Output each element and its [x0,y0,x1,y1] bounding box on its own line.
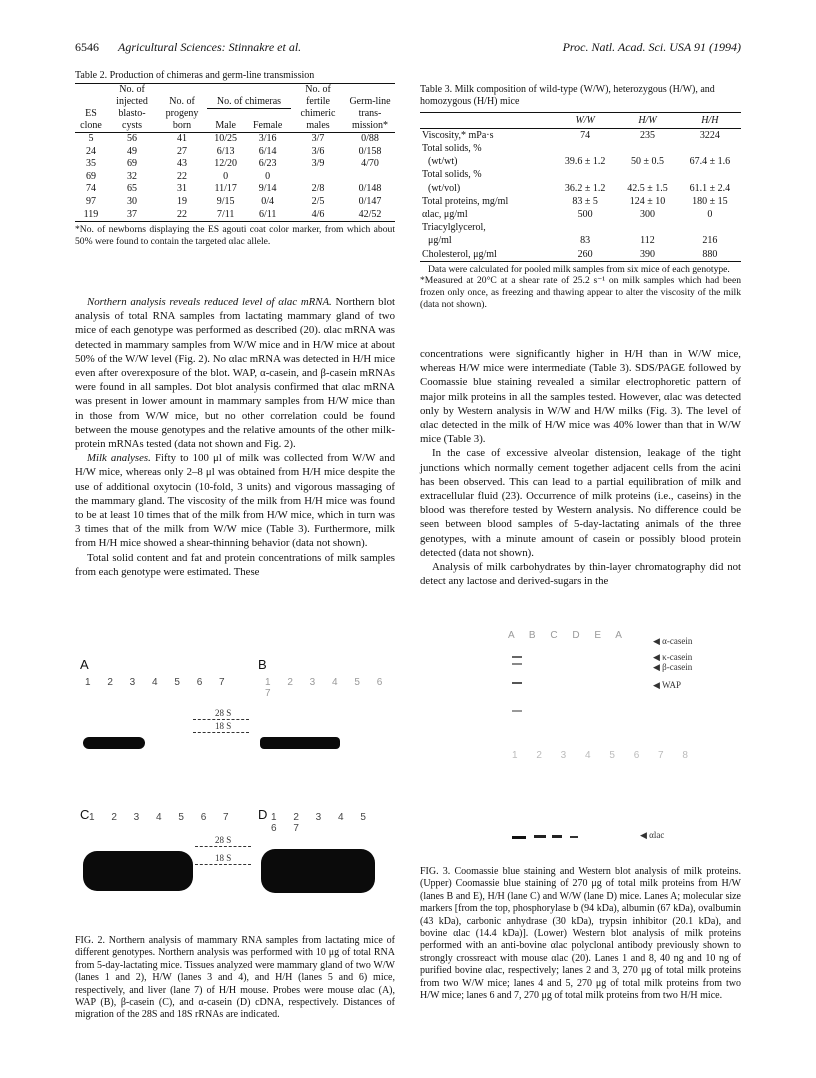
northern-heading: Northern analysis reveals reduced level of αlac mRNA. [87,296,332,308]
marker-28s-top: 28 S [215,708,232,718]
table-2-footnote: *No. of newborns displaying the ES agouti coat color marker, from which about 50% were found to contain the targeted αlac allele. [75,224,395,247]
panel-c-lanes: 1 2 3 4 5 6 7 [89,812,236,823]
table-row: μg/ml 83 112 216 [428,235,718,247]
wap-text: WAP [662,680,682,690]
table-row: Triacylglycerol, [422,222,486,234]
col-chimeras: No. of chimeras [207,84,291,108]
right-column-text [420,347,741,588]
label-alac: ◀ αlac [640,830,665,840]
band [260,737,340,749]
table-row: 74 65 31 11/17 9/14 2/8 0/148 [86,183,382,195]
table-row: Total proteins, mg/ml 83 ± 5 124 ± 10 180 ± 15 [422,195,728,207]
table-row: Cholesterol, μg/ml 260 390 880 [422,248,718,260]
table-3-footnote: *Measured at 20°C at a shear rate of 25.2 s⁻¹ on milk samples which had been frozen only once, as freezing and thawing appear to alter the viscosity of the milk (data not shown). [420,275,741,310]
band [512,663,522,665]
col-female: Female [252,120,283,131]
panel-a-label: A [80,657,89,672]
col-germline: Germ-line trans-mission* [349,96,391,131]
col-es-clone: ES clone [80,108,102,131]
marker-28s-bottom: 28 S [215,835,232,845]
col-injected: No. of injected blasto-cysts [116,84,148,131]
marker-18s-bottom: 18 S [215,853,232,863]
panel-b-lanes: 1 2 3 4 5 6 7 [265,677,390,699]
table-row: Viscosity,* mPa·s 74 235 3224 [422,129,720,141]
table-row: 35 69 43 12/20 6/23 3/9 4/70 [86,158,379,170]
fig3-lanes-bottom: 1 2 3 4 5 6 7 8 [512,750,696,761]
table-row: 69 32 22 0 0 [86,170,271,182]
label-wap: ◀ WAP [653,680,682,690]
solids-paragraph: Total solid content and fat and protein concentrations of milk samples from each genotype were estimated. These [75,551,395,578]
panel-a-lanes: 1 2 3 4 5 6 7 [85,677,232,688]
kappa-casein-text: κ-casein [662,652,693,662]
milk-body: Fifty to 100 μl of milk was collected from W/W and H/W mice, whereas only 2–8 μl was obtained from H/H mice despite the use of additional oxytocin (10-fold, 3 units) and vigorous massaging of the mammary gland. The viscosity of the milk from H/H mice was found to be at least 10 times that of the milk from H/W mice, which in turn was 3 times that of the milk from W/W mice (Table 3). Furthermore, milk from H/H mice showed a shear-thinning behavior (data not shown). [75,452,395,550]
panel-d-lanes: 1 2 3 4 5 6 7 [271,812,373,834]
label-kappa-casein: ◀ κ-casein [653,652,693,662]
left-column-text [75,295,395,579]
band [512,682,522,684]
figure-2-caption: FIG. 2. Northern analysis of mammary RNA samples from lactating mice of different genotypes. Northern analysis was performed with 10 μg of total RNA from 5-day-lactating mice. Tissues analyzed were mammary gland of two W/W (lanes 1 and 2), H/W (lanes 3 and 4), and H/H (lanes 5 and 6) mice, respectively, and liver (lane 7) of H/H mouse. Probes were mouse αlac (A), WAP (B), β-casein (C), and α-casein (D) cDNA, respectively. Distances of migration of the 28S and 18S rRNAs are indicated. [75,935,395,1021]
panel-d-label: D [258,807,268,822]
table-3-title: Table 3. Milk composition of wild-type (W/W), heterozygous (H/W), and homozygous (H/H) mice [420,84,715,108]
table-row: 119 37 22 7/11 6/11 4/6 42/52 [83,208,382,220]
milk-heading: Milk analyses. [87,452,151,465]
band [552,835,562,838]
col-fertile: No. of fertile chimeric males [300,84,336,131]
figure-3-caption: FIG. 3. Coomassie blue staining and Western blot analysis of milk proteins. (Upper) Coomassie blue staining of 270 μg of total milk proteins from H/W (lanes B and E), H/H (lane C) and W/W (lane D) mice. Lanes A; molecular size markers [from the top, phosphorylase b (94 kDa), albumin (67 kDa), ovalbumin (43 kDa), carbonic anhydrase (30 kDa), trypsin inhibitor (20.1 kDa), and bovine αlac (14.4 kDa)]. (Lower) Western blot analysis of milk proteins performed with an anti-bovine αlac polyclonal antibody previously shown to strongly crossreact with mouse αlac (20). Lanes 1 and 8, 40 ng and 10 ng of purified bovine αlac, respectively; lanes 2 and 3, 270 μg of total milk proteins from two W/W mice; lanes 4 and 5, 270 μg of total milk proteins from two H/W mice; lanes 6 and 7, 270 μg of total milk proteins from two H/H mice. [420,866,741,1002]
beta-casein-text: β-casein [662,662,693,672]
fig3-lanes-top: A B C D E A [508,630,628,641]
panel-c-label: C [80,807,90,822]
col-progeny: No. of progeny born [165,96,199,131]
right-paragraph-1: concentrations were significantly higher in H/H than in W/W mice, whereas H/W mice were intermediate (Table 3). SDS/PAGE followed by Coomassie blue staining revealed a similar electrophoretic pattern of major milk proteins in all the samples tested. However, αlac was detected only by Western analysis in W/W and H/W milks (Fig. 3). The level of αlac detected in the milk of H/W mice was 40% lower than that in W/W mice (Table 3). [420,348,741,446]
table-row: αlac, μg/ml 500 300 0 [422,209,713,221]
table-3 [420,84,741,310]
band [512,656,522,658]
col-ww: W/W [575,114,595,126]
table-row: 5 56 41 10/25 3/16 3/7 0/88 [88,133,379,144]
alac-text: αlac [649,830,665,840]
band [512,836,526,839]
running-title-left: Agricultural Sciences: Stinnakre et al. [118,40,302,54]
marker-18s-top: 18 S [215,721,232,731]
right-paragraph-2: In the case of excessive alveolar distension, leakage of the tight junctions which normally cement together adjacent cells from the acini has been observed. This can lead to a partial equilibration of milk and extracellular fluid (23). Occurrence of milk proteins (i.e., caseins) in the blood was therefore tested by Western analysis. No difference could be seen between blood samples of 5-day-lactating animals of the three genotypes, with a minute amount of casein or possibly blood protein detected (data not shown). [420,447,741,559]
marker-line [193,732,249,733]
marker-line [195,846,251,847]
marker-line [193,719,249,720]
table-row: Total solids, % [422,143,482,155]
label-alpha-casein: ◀ α-casein [653,636,693,646]
col-hw: H/W [638,114,657,126]
band [83,851,193,891]
alpha-casein-text: α-casein [662,636,693,646]
band [83,737,145,749]
marker-line [195,864,251,865]
figure-3 [490,630,740,855]
table-row: Total solids, % [422,169,482,181]
right-paragraph-3: Analysis of milk carbohydrates by thin-layer chromatography did not detect any lactose and derived-sugars in the [420,561,741,588]
table-row: 97 30 19 9/15 0/4 2/5 0/147 [86,195,382,207]
label-beta-casein: ◀ β-casein [653,662,693,672]
table-2-title: Table 2. Production of chimeras and germ-line transmission [75,70,315,81]
table-row: (wt/vol) 36.2 ± 1.2 42.5 ± 1.5 61.1 ± 2.4 [428,182,731,194]
figure-2 [75,655,395,930]
table-2 [75,70,395,247]
col-male: Male [215,120,236,131]
table-row: 24 49 27 6/13 6/14 3/6 0/158 [86,145,382,157]
table-row: (wt/wt) 39.6 ± 1.2 50 ± 0.5 67.4 ± 1.6 [428,156,731,168]
col-hh: H/H [701,114,719,126]
band [512,710,522,712]
running-title-right: Proc. Natl. Acad. Sci. USA 91 (1994) [562,40,741,54]
band [261,849,375,893]
band [534,835,546,838]
page-number: 6546 [75,40,99,54]
band [570,836,578,838]
panel-b-label: B [258,657,267,672]
northern-body: Northern blot analysis of total RNA samples from lactating mammary gland of two mice of each genotype was performed as described (20). αlac mRNA was detected in mammary samples from W/W mice and in H/W mice at about 50% of the W/W level (Fig. 2). No αlac mRNA was detected in H/H mice even after overexposure of the blot. WAP, α-casein, and β-casein mRNAs were found in all samples. Dot blot analysis confirmed that αlac mRNA was present in lower amount in mammary samples from H/W mice than in those from W/W mice, but no other correlation could be found between the mouse genotypes and the relative amounts of the other milk-protein mRNAs tested (data not shown and Fig. 2). [75,296,395,451]
table-3-note: Data were calculated for pooled milk samples from six mice of each genotype. [428,263,730,275]
